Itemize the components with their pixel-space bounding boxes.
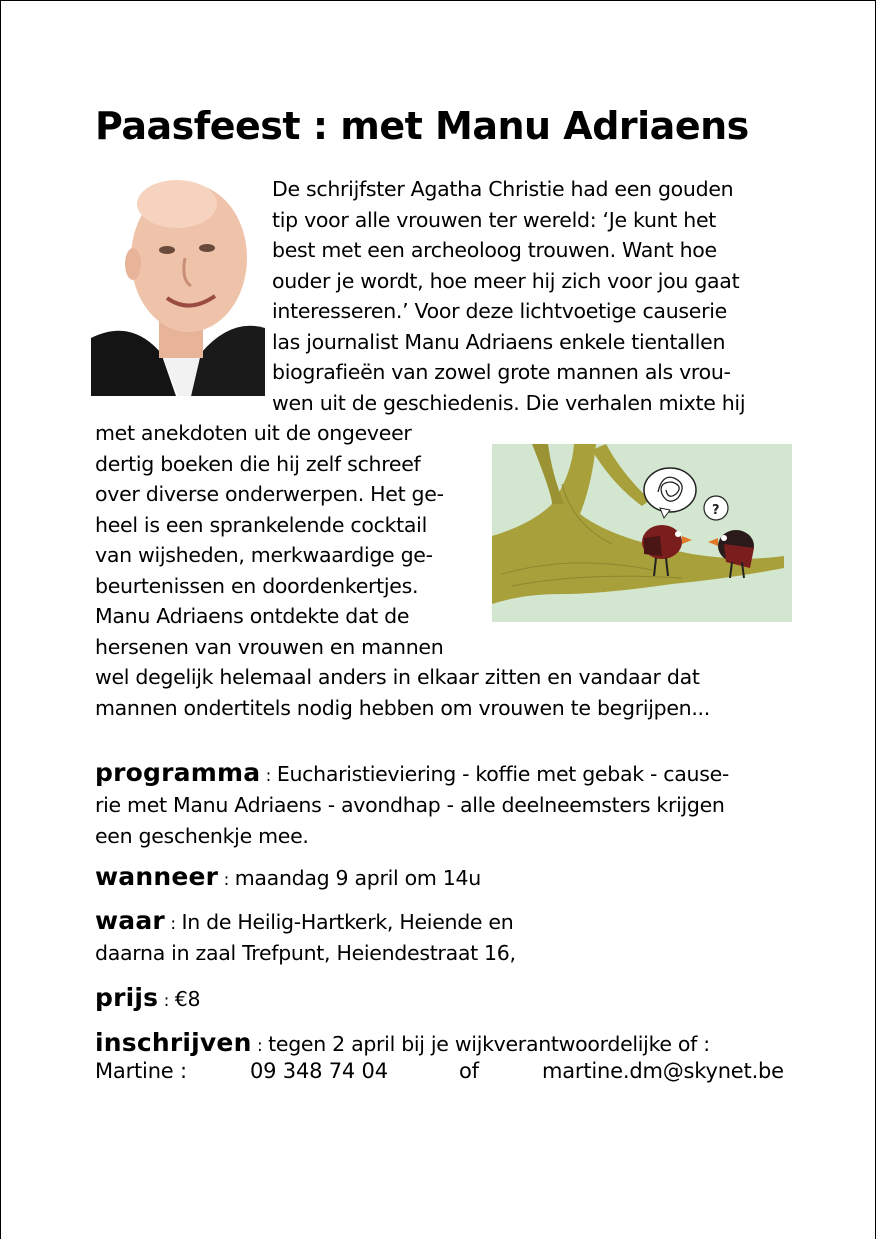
wanneer-value: maandag 9 april om 14u: [234, 866, 481, 890]
svg-text:?: ?: [712, 503, 720, 518]
inschrijven-separator: :: [251, 1036, 269, 1056]
intro-line: wen uit de geschiedenis. Die verhalen mixte hij: [272, 390, 746, 415]
intro-line: best met een archeoloog trouwen. Want hoe: [272, 238, 717, 262]
intro-line: las journalist Manu Adriaens enkele tientallen: [272, 329, 726, 354]
prijs-label: prijs: [95, 983, 159, 1012]
middle-line: over diverse onderwerpen. Het ge-: [95, 482, 444, 506]
intro-line: tip voor alle vrouwen ter wereld: ‘Je kunt het: [272, 207, 717, 232]
middle-line: hersenen van vrouwen en mannen: [95, 634, 444, 659]
programma-line: rie met Manu Adriaens - avondhap - alle deelneemsters krijgen: [95, 793, 725, 817]
portrait-photo: [91, 168, 265, 396]
intro-line: interesseren.’ Voor deze lichtvoetige causerie: [272, 299, 727, 323]
middle-line: van wijsheden, merkwaardige ge-: [95, 543, 433, 567]
closing-line: wel degelijk helemaal anders in elkaar zitten en vandaar dat: [95, 665, 700, 689]
waar-line: In de Heilig-Hartkerk, Heiende en: [181, 910, 514, 934]
wanneer-label: wanneer: [95, 862, 219, 891]
intro-paragraph: [272, 174, 812, 424]
closing-paragraph: [95, 662, 815, 724]
inschrijven-section: [95, 1028, 710, 1057]
intro-line: De schrijfster Agatha Christie had een gouden: [272, 177, 734, 201]
intro-line: ouder je wordt, hoe meer hij zich voor jou gaat: [272, 268, 740, 293]
middle-line: met anekdoten uit de ongeveer: [95, 421, 412, 445]
inschrijven-value: tegen 2 april bij je wijkverantwoordelijke of :: [268, 1032, 710, 1056]
wanneer-section: [95, 862, 481, 891]
intro-line: biografieën van zowel grote mannen als vrou-: [272, 360, 731, 384]
contact-or: of: [459, 1059, 479, 1083]
programma-line: een geschenkje mee.: [95, 823, 309, 848]
inschrijven-label: inschrijven: [95, 1028, 252, 1057]
programma-separator: :: [260, 766, 277, 786]
middle-line: Manu Adriaens ontdekte dat de: [95, 604, 410, 628]
closing-line: mannen ondertitels nodig hebben om vrouwen te begrijpen...: [95, 695, 710, 720]
contact-name: Martine :: [95, 1059, 187, 1083]
waar-section: [95, 906, 516, 968]
waar-line: daarna in zaal Trefpunt, Heiendestraat 16,: [95, 941, 516, 965]
contact-phone: 09 348 74 04: [250, 1059, 388, 1083]
waar-label: waar: [95, 906, 165, 935]
prijs-value: €8: [174, 987, 201, 1011]
programma-label: programma: [95, 758, 261, 787]
waar-separator: :: [164, 914, 182, 934]
middle-paragraph: [95, 418, 485, 668]
wanneer-separator: :: [218, 870, 235, 890]
programma-line: Eucharistieviering - koffie met gebak - cause-: [276, 762, 730, 786]
programma-section: [95, 758, 815, 851]
birds-illustration: [492, 444, 792, 622]
middle-line: dertig boeken die hij zelf schreef: [95, 451, 421, 476]
middle-line: beurtenissen en doordenkertjes.: [95, 573, 419, 598]
prijs-section: [95, 983, 200, 1012]
contact-email-link[interactable]: martine.dm@skynet.be: [542, 1059, 784, 1083]
page-title: Paasfeest : met Manu Adriaens: [95, 104, 749, 148]
middle-line: heel is een sprankelende cocktail: [95, 512, 427, 537]
prijs-separator: :: [158, 991, 175, 1011]
